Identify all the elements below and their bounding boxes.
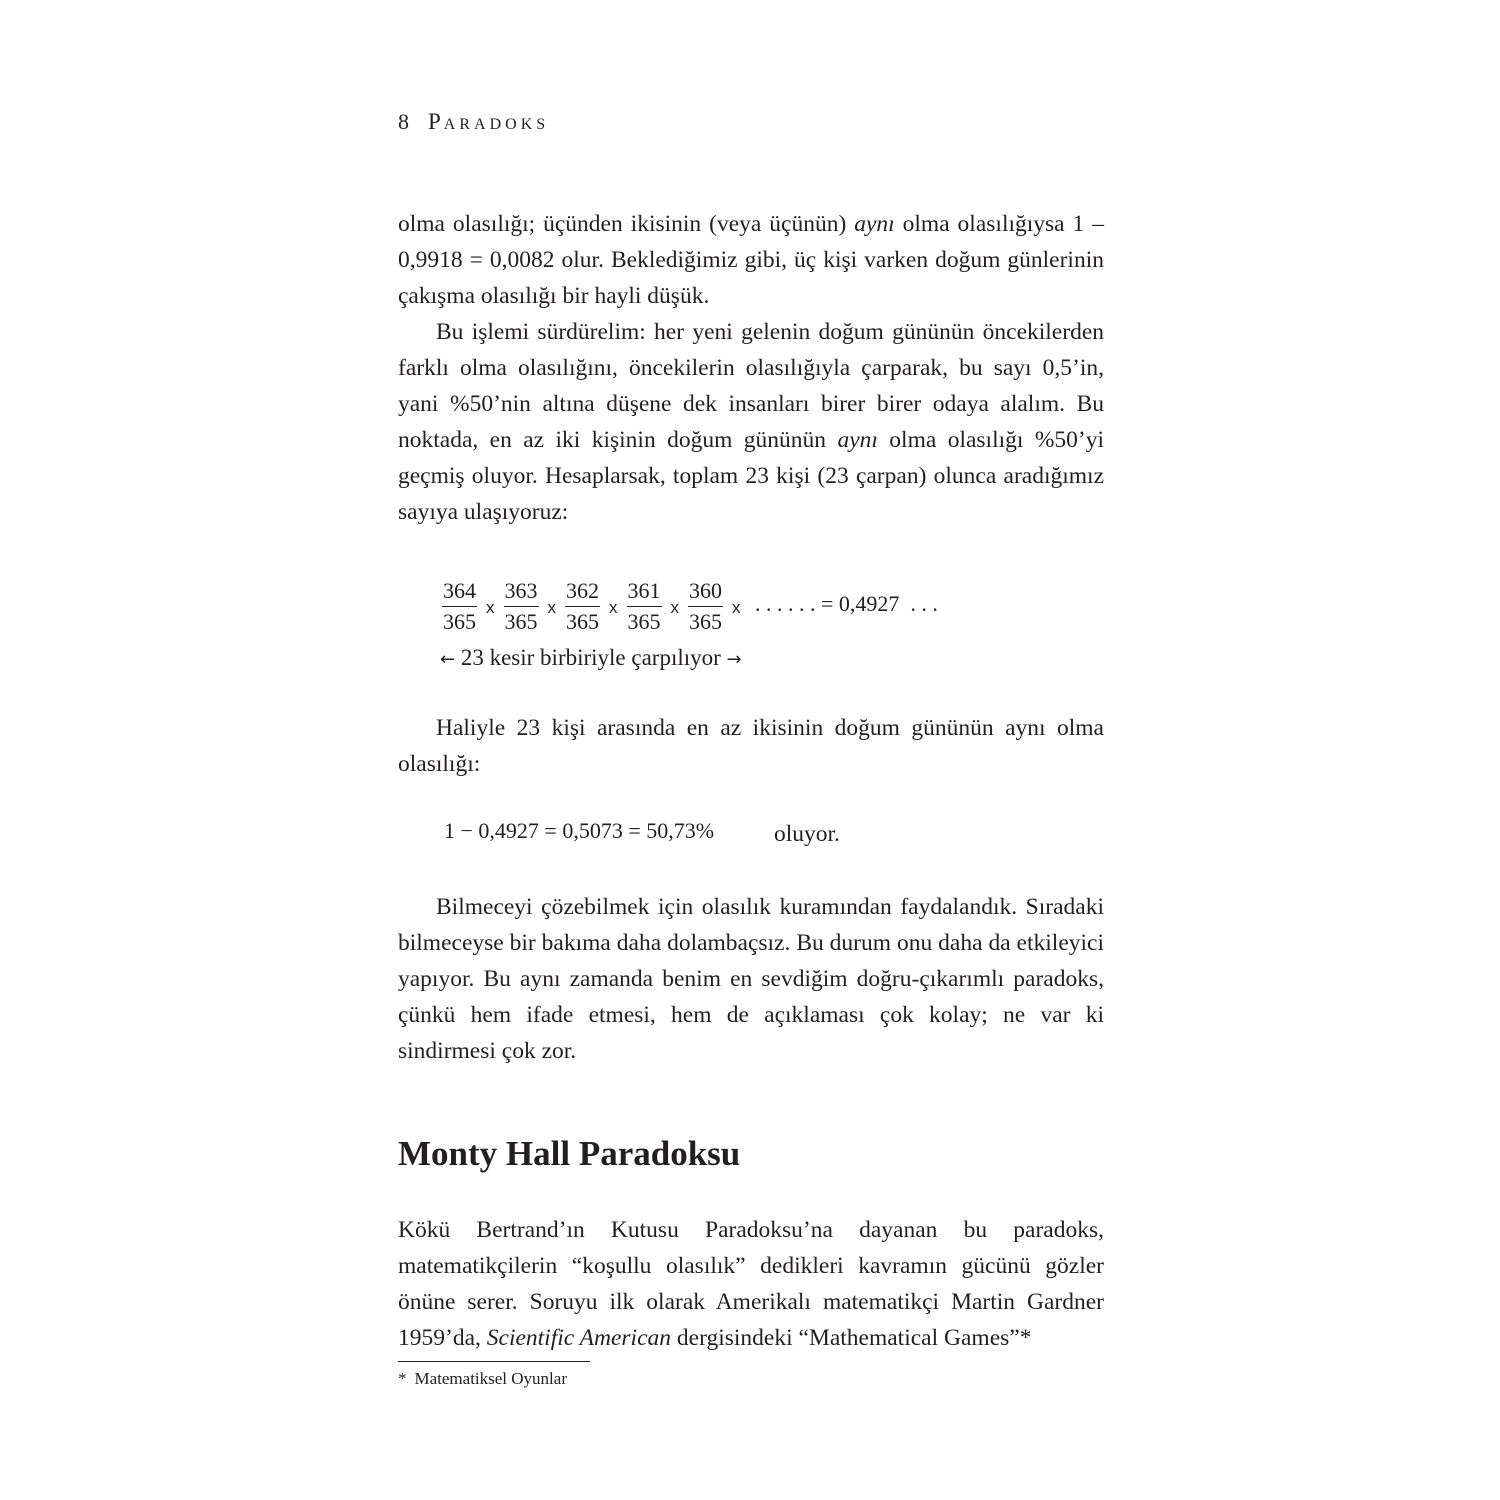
fraction-4 xyxy=(627,577,662,636)
footnote-text: Matematiksel Oyunlar xyxy=(414,1369,567,1388)
page-number: 8 xyxy=(398,109,410,134)
fraction-numerator: 362 xyxy=(565,577,600,607)
arrow-right-icon: → xyxy=(726,649,742,670)
emphasis-text: Scientific American xyxy=(486,1325,672,1351)
running-head-title-initial: P xyxy=(428,109,444,134)
product-formula xyxy=(442,574,938,638)
fraction-denominator: 365 xyxy=(627,608,661,634)
emphasis-text: aynı xyxy=(854,211,895,237)
multiply-sign: x xyxy=(547,598,556,617)
emphasis-text: aynı xyxy=(837,427,878,453)
fraction-3 xyxy=(565,577,600,636)
fraction-5 xyxy=(688,577,723,636)
body-paragraph-5 xyxy=(398,1212,1104,1356)
calculation-suffix: oluyor. xyxy=(774,821,840,847)
paragraph-text: olma olasılığıysa 1 – 0,9918 = 0,0082 olur. Beklediğimiz gibi, üç kişi varken doğum günlerinin çakışma olasılığı bir hayli düşük. xyxy=(398,211,1104,309)
multiply-sign: x xyxy=(670,598,679,617)
paragraph-text: Kökü Bertrand’ın Kutusu Paradoksu’na dayanan bu paradoks, matematikçilerin “koşullu olasılık” dedikleri kavramın gücünü gözler önüne serer. Soruyu ilk olarak Amerikalı matematikçi Martin Gardner 1959’da, xyxy=(398,1217,1104,1351)
paragraph-text: olma olasılığı; üçünden ikisinin (veya üçünün) xyxy=(398,211,855,237)
formula-caption xyxy=(440,642,742,676)
fraction-numerator: 361 xyxy=(627,577,662,607)
formula-result: . . . . . . = 0,4927 . . . xyxy=(749,591,938,616)
probability-calculation: 1 − 0,4927 = 0,5073 = 50,73% xyxy=(444,818,715,843)
caption-text: 23 kesir birbiriyle çarpılıyor xyxy=(455,645,727,670)
multiply-sign: x xyxy=(609,598,618,617)
multiply-sign: x xyxy=(486,598,495,617)
fraction-2 xyxy=(504,577,539,636)
footnote xyxy=(398,1367,567,1391)
section-heading: Monty Hall Paradoksu xyxy=(398,1134,741,1173)
fraction-denominator: 365 xyxy=(443,608,476,634)
fraction-1 xyxy=(442,577,477,636)
paragraph-text: Bu işlemi sürdürelim: her yeni gelenin doğum gününün öncekilerden farklı olma olasılığını, öncekilerin olasılığıyla çarparak, bu sayı 0,5’in, yani %50’nin altına düşene dek insanları birer birer odaya alalım. Bu noktada, en az iki kişinin doğum gününün xyxy=(398,319,1104,453)
body-paragraph-4: Bilmeceyi çözebilmek için olasılık kuramından faydalandık. Sıradaki bilmeceyse bir bakıma daha dolambaçsız. Bu durum onu daha da etkileyici yapıyor. Bu aynı zamanda benim en sevdiğim doğru-çıkarımlı paradoks, çünkü hem ifade etmesi, hem de açıklaması çok kolay; ne var ki sindirmesi çok zor. xyxy=(398,894,1104,1064)
arrow-left-icon: ← xyxy=(440,649,456,670)
footnote-mark: * xyxy=(398,1369,407,1388)
footnote-divider xyxy=(398,1361,590,1362)
body-paragraph-2 xyxy=(398,314,1104,530)
fraction-denominator: 365 xyxy=(566,608,599,634)
fraction-denominator: 365 xyxy=(689,608,722,634)
paragraph-text: olma olasılığı %50’yi geçmiş oluyor. Hesaplarsak, toplam 23 kişi (23 çarpan) olunca aradığımız sayıya ulaşıyoruz: xyxy=(398,427,1104,525)
multiply-sign: x xyxy=(732,598,741,617)
fraction-numerator: 360 xyxy=(688,577,723,607)
fraction-denominator: 365 xyxy=(504,608,538,634)
body-paragraph-3: Haliyle 23 kişi arasında en az ikisinin doğum gününün aynı olma olasılığı: xyxy=(398,715,1104,777)
fraction-numerator: 364 xyxy=(442,577,477,607)
running-head-title-rest: ARADOKS xyxy=(443,116,550,133)
running-head xyxy=(398,108,549,139)
fraction-numerator: 363 xyxy=(504,577,539,607)
body-paragraph-1 xyxy=(398,206,1104,314)
paragraph-text: dergisindeki “Mathematical Games”* xyxy=(671,1325,1032,1351)
